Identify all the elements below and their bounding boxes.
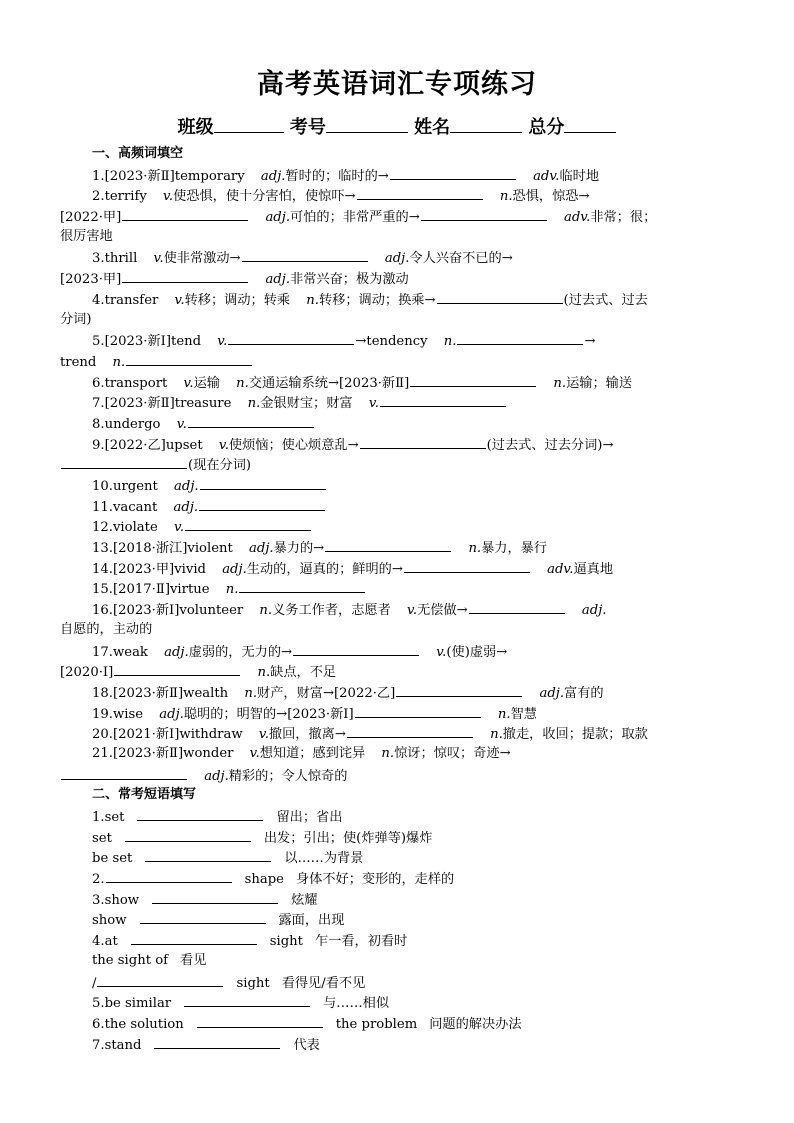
phrase-meaning: 留出；省出 [276,810,343,825]
section-2-heading: 二、常考短语填写 [92,787,197,803]
definition: 自愿的，主动的 [60,621,153,637]
pos-label: n. [499,189,513,205]
question-18 [60,682,740,703]
source-tag: [2023·甲] [60,272,122,288]
answer-blank[interactable] [61,454,187,469]
score-blank[interactable] [564,115,616,133]
hint: (过去式、过去 [563,292,648,308]
definition: 暂时的；临时的→ [285,168,389,184]
answer-blank[interactable] [410,372,536,387]
pos-label: adj. [222,561,247,577]
source-tag: [2022·甲] [60,210,122,226]
pos-label: adj. [384,251,410,267]
phrase-meaning: 身体不好；变形的，走样的 [295,872,455,888]
question-word: 18.[2023·新Ⅱ]wealth [92,685,229,701]
phrase-start: set [92,830,112,846]
question-17-cont [60,661,740,682]
answer-blank[interactable] [97,972,223,987]
phrase-start: 4.at [92,934,118,950]
exercise-content [60,144,740,1054]
name-blank[interactable] [450,115,522,133]
pos-label: n. [247,396,261,412]
question-word: 11.vacant [92,499,158,515]
phrase-meaning: 看见 [180,952,207,968]
pos-label: n. [381,745,395,761]
question-2 [60,185,740,206]
question-5-cont [60,351,740,372]
phrase-item [60,951,740,972]
pos-label: v. [218,437,229,453]
pos-label: adv. [563,210,591,226]
pos-label: adv. [533,168,560,184]
answer-blank[interactable] [122,268,248,283]
definition: 临时地 [559,168,600,184]
hint: (过去式、过去分词)→ [486,437,614,453]
question-word: 10.urgent [92,479,158,494]
phrase-start: 1.set [92,810,125,825]
question-6 [60,372,740,393]
pos-label: adj. [174,479,199,494]
question-word: 13.[2018·浙江]violent [92,541,233,557]
question-14 [60,558,740,579]
answer-blank[interactable] [200,475,326,490]
pos-label: v. [368,396,379,412]
definition: 富有的 [564,685,604,701]
pos-label: n. [259,603,273,619]
pos-label: adj. [539,685,565,701]
page-title: 高考英语词汇专项练习 [257,69,537,100]
question-20 [60,723,740,744]
phrase-item [60,992,740,1013]
answer-blank[interactable] [469,599,565,614]
definition: 运输 [193,375,220,391]
definition: 使恐惧，使十分害怕，使惊吓→ [173,189,356,205]
phrase-meaning: 代表 [293,1037,320,1053]
answer-blank[interactable] [131,930,257,945]
question-word: 20.[2021·新Ⅰ]withdraw [92,727,243,743]
phrase-start: 6.the solution [92,1016,184,1032]
definition: 令人兴奋不已的→ [409,251,513,267]
question-10 [60,475,740,496]
pos-label: v. [249,745,260,761]
definition: 交通运输系统→[2023·新Ⅱ] [248,375,410,391]
question-21 [60,744,740,765]
phrase-middle: shape [244,872,284,888]
phrase-item [60,1013,740,1034]
answer-blank[interactable] [125,827,251,842]
class-blank[interactable] [214,115,284,133]
answer-blank[interactable] [242,247,368,262]
pos-label: adj. [260,168,286,184]
definition: 缺点，不足 [270,665,337,681]
pos-label: n. [225,582,239,598]
pos-label: n. [257,665,271,681]
phrase-item [60,889,740,910]
question-4-cont [60,310,740,331]
definition: 虚弱的，无力的→ [188,644,293,660]
phrase-meaning: 露面，出现 [278,913,345,929]
phrase-item [60,909,740,930]
hint: 分词) [60,311,92,327]
definition: 生动的，逼真的；鲜明的→ [246,561,403,577]
number-label: 考号 [289,117,326,138]
answer-blank[interactable] [106,868,232,883]
phrase-start: be set [92,851,133,867]
question-8 [60,413,740,434]
question-word: 19.wise [92,706,144,722]
answer-blank[interactable] [199,496,325,511]
pos-label: v. [176,416,187,432]
definition: 无偿做→ [417,603,468,619]
answer-blank[interactable] [360,434,486,449]
definition: 转移；调动；换乘→ [318,292,436,308]
pos-label: n. [497,706,511,722]
phrase-start: / [92,975,97,991]
definition: 惊讶；惊叹；奇迹→ [394,745,511,761]
answer-blank[interactable] [357,185,483,200]
answer-blank[interactable] [380,392,506,407]
definition: → [584,334,596,350]
definition: 非常；很； [590,210,657,226]
answer-blank[interactable] [137,806,263,821]
definition: 撤回，撤离→ [268,727,346,743]
phrase-start: 2. [92,872,105,888]
question-word: 16.[2023·新Ⅰ]volunteer [92,603,244,619]
answer-blank[interactable] [293,641,419,656]
pos-label: n. [306,292,319,308]
pos-label: v. [153,251,164,267]
pos-label: adj. [249,541,274,557]
phrase-meaning: 乍一看，初看时 [314,934,408,950]
phrase-item [60,972,740,993]
phrase-meaning: 以……为背景 [284,851,364,867]
question-word: 17.weak [92,644,148,660]
phrase-item [60,1034,740,1055]
question-12 [60,516,740,537]
question-16-cont [60,620,740,641]
definition: 暴力，暴行 [481,541,548,557]
pos-label: v. [174,292,185,308]
pos-label: n. [112,354,126,370]
pos-label: adj. [265,272,291,288]
definition: 恐惧，惊恐→ [512,189,590,205]
answer-blank[interactable] [228,330,354,345]
question-9-cont [60,454,740,475]
phrase-meaning: 与……相似 [323,996,390,1012]
definition: 撤走，收回；提款；取款 [502,727,648,743]
phrase-meaning: 出发；引出；使(炸弹等)爆炸 [263,830,433,846]
question-7 [60,392,740,413]
answer-blank[interactable] [390,165,516,180]
pos-label: v. [407,603,418,619]
pos-label: adj. [173,499,199,515]
definition: 运输；输送 [566,375,633,391]
definition: 想知道；感到诧异 [259,745,366,761]
answer-blank[interactable] [437,289,563,304]
pos-label: adj. [204,768,229,784]
pos-label: n. [468,541,482,557]
answer-blank[interactable] [396,682,522,697]
pos-label: adj. [164,644,189,660]
question-word: 21.[2023·新Ⅱ]wonder [92,745,234,761]
question-word: 15.[2017·Ⅱ]virtue [92,582,210,598]
pos-label: adj. [159,706,184,722]
question-word: 6.transport [92,375,168,391]
question-19 [60,703,740,724]
pos-label: n. [553,375,567,391]
question-4 [60,289,740,310]
question-15 [60,578,740,599]
question-17 [60,641,740,662]
answer-blank[interactable] [154,1034,280,1049]
definition: 聪明的；明智的→[2023·新Ⅰ] [183,706,354,722]
pos-label: v. [163,189,174,205]
question-1 [60,165,740,186]
answer-blank[interactable] [122,206,248,221]
student-info-line [0,113,794,139]
definition: 义务工作者，志愿者 [272,603,391,619]
definition: 智慧 [510,706,537,722]
pos-label: v. [217,334,228,350]
phrase-middle: sight [269,934,303,950]
phrase-meaning: 炫耀 [291,892,318,908]
phrase-meaning: 看得见/看不见 [281,975,366,991]
question-3-cont [60,268,740,289]
definition: 转移；调动；转乘 [184,292,291,308]
phrase-start: the sight of [92,952,169,968]
pos-label: v. [173,520,185,536]
answer-blank[interactable] [239,578,365,593]
question-9 [60,434,740,455]
definition: 暴力的→ [273,541,325,557]
source-tag: [2020·Ⅰ] [60,665,114,681]
number-blank[interactable] [326,115,408,133]
definition: trend [60,354,97,370]
answer-blank[interactable] [188,413,314,428]
phrase-item [60,847,740,868]
pos-label: n. [490,727,503,743]
pos-label: v. [183,375,194,391]
pos-label: n. [236,375,249,391]
answer-blank[interactable] [347,723,473,738]
question-word: 14.[2023·甲]vivid [92,561,206,577]
definition: 可怕的；非常严重的→ [290,210,420,226]
answer-blank[interactable] [421,206,547,221]
answer-blank[interactable] [457,330,583,345]
pos-label: n. [443,334,457,350]
question-word: 8.undergo [92,416,161,432]
answer-blank[interactable] [140,909,266,924]
question-3 [60,247,740,268]
name-label: 姓名 [414,117,451,138]
answer-blank[interactable] [61,765,187,780]
phrase-item [60,930,740,951]
definition: 很厉害地 [60,228,113,244]
pos-label: v. [436,644,447,660]
score-label: 总分 [528,117,565,138]
definition: 使非常激动→ [163,251,241,267]
definition: (使)虚弱→ [446,644,508,660]
phrase-middle: sight [236,975,270,991]
question-2-cont [60,227,740,248]
pos-label: n. [244,685,258,701]
answer-blank[interactable] [126,351,252,366]
question-word: 7.[2023·新Ⅱ]treasure [92,396,232,412]
answer-blank[interactable] [114,661,240,676]
question-21-cont [60,765,740,786]
phrase-item [60,827,740,848]
definition: 精彩的；令人惊奇的 [228,768,348,784]
phrase-item [60,868,740,889]
question-word: 9.[2022·乙]upset [92,437,203,453]
answer-blank[interactable] [152,889,278,904]
answer-blank[interactable] [185,516,311,531]
answer-blank[interactable] [197,1013,323,1028]
phrase-start: 3.show [92,892,140,908]
question-2-cont [60,206,740,227]
definition: 非常兴奋；极为激动 [290,272,409,288]
pos-label: adj. [265,210,291,226]
pos-label: adv. [547,561,574,577]
section-1-heading: 一、高频词填空 [92,146,184,161]
phrase-item [60,806,740,827]
definition: 使烦恼；使心烦意乱→ [228,437,359,453]
phrase-start: show [92,913,127,929]
question-11 [60,496,740,517]
definition: 逼真地 [573,561,614,577]
phrase-start: 7.stand [92,1037,142,1053]
question-5 [60,330,740,351]
question-16 [60,599,740,620]
pos-label: adj. [581,603,607,619]
question-word: 1.[2023·新Ⅱ]temporary [92,168,245,184]
definition: 财产，财富→[2022·乙] [257,685,396,701]
definition: →tendency [355,334,428,350]
pos-label: v. [258,727,269,743]
question-word: 12.violate [92,520,158,536]
phrase-middle: the problem [335,1016,418,1032]
answer-blank[interactable] [325,537,451,552]
answer-blank[interactable] [404,558,530,573]
answer-blank[interactable] [184,992,310,1007]
phrase-start: 5.be similar [92,996,172,1012]
class-label: 班级 [177,117,214,138]
hint: (现在分词) [188,458,252,474]
definition: 金银财宝；财富 [260,396,353,412]
answer-blank[interactable] [355,703,481,718]
question-13 [60,537,740,558]
question-word: 2.terrify [92,189,147,205]
question-word: 3.thrill [92,251,138,267]
phrase-meaning: 问题的解决办法 [429,1016,522,1032]
answer-blank[interactable] [145,847,271,862]
question-word: 4.transfer [92,292,159,308]
question-word: 5.[2023·新Ⅰ]tend [92,334,202,350]
